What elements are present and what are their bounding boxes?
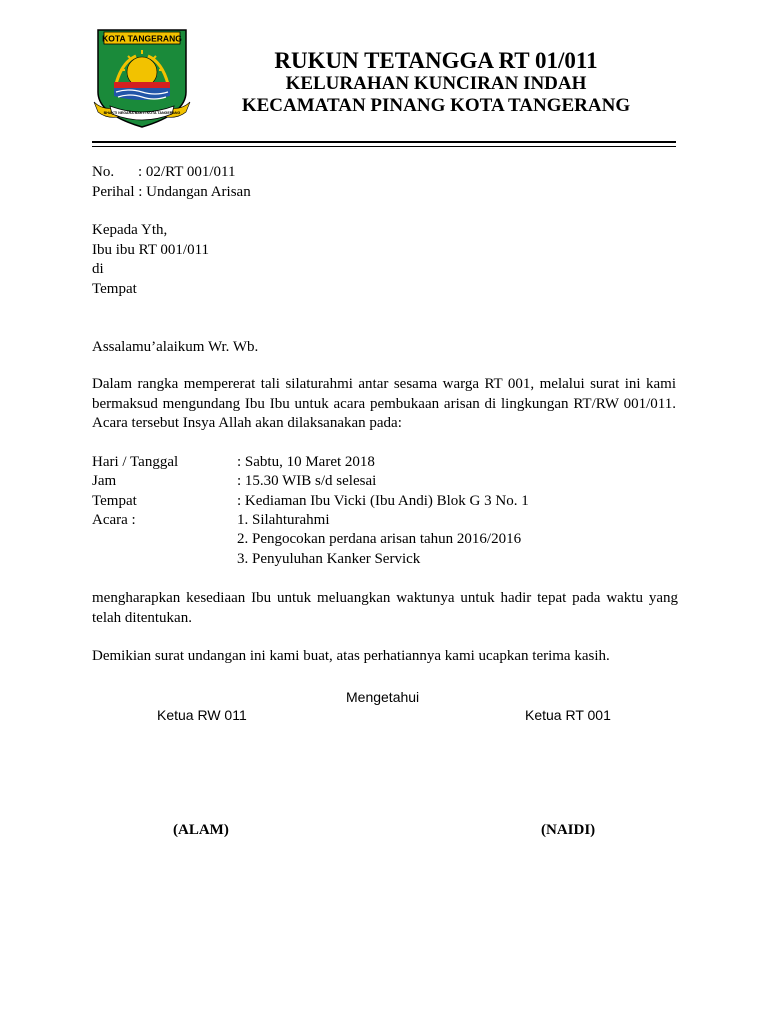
recipient-name: Ibu ibu RT 001/011 (92, 242, 210, 258)
mengetahui-label: Mengetahui (346, 689, 420, 705)
letterhead-kelurahan: KELURAHAN KUNCIRAN INDAH (285, 73, 587, 94)
closing-paragraph: mengharapkan kesediaan Ibu untuk meluangkan waktunya untuk hadir tepat pada waktu yang telah ditentukan. (92, 590, 678, 626)
detail-tempat-label: Tempat (92, 493, 137, 509)
recipient-di: di (92, 261, 104, 277)
closing-line: Demikian surat undangan ini kami buat, atas perhatiannya kami ucapkan terima kasih. (92, 648, 610, 664)
detail-jam-label: Jam (92, 473, 117, 489)
letterhead-title: RUKUN TETANGGA RT 01/011 (274, 48, 598, 73)
letterhead-rule-thick (92, 141, 676, 143)
detail-hari-value: : Sabtu, 10 Maret 2018 (237, 454, 375, 470)
ketua-rt-title: Ketua RT 001 (525, 707, 611, 723)
letter-number-value: : 02/RT 001/011 (138, 164, 236, 180)
letter-subject: Perihal : Undangan Arisan (92, 184, 251, 200)
ketua-rw-title: Ketua RW 011 (157, 707, 247, 723)
recipient-place: Tempat (92, 281, 137, 297)
ketua-rw-name: (ALAM) (173, 822, 229, 838)
svg-text:KOTA TANGERANG: KOTA TANGERANG (102, 33, 182, 44)
detail-acara-label: Acara : (92, 512, 136, 528)
acara-item: 2. Pengocokan perdana arisan tahun 2016/2016 (237, 531, 522, 547)
acara-item: 1. Silahturahmi (237, 512, 330, 528)
detail-jam-value: : 15.30 WIB s/d selesai (237, 473, 377, 489)
ketua-rt-name: (NAIDI) (541, 822, 596, 838)
greeting: Assalamu’alaikum Wr. Wb. (92, 339, 259, 355)
letter-number-label: No. (92, 164, 115, 180)
letterhead-kecamatan: KECAMATAN PINANG KOTA TANGERANG (241, 95, 631, 116)
body-paragraph: Dalam rangka mempererat tali silaturahmi antar sesama warga RT 001, melalui surat ini kami bermaksud mengundang Ibu Ibu untuk acara pembukaan arisan di lingkungan RT/RW 001/011. Acara tersebut Insya Allah akan dilaksanakan pada: (92, 376, 676, 431)
detail-hari-label: Hari / Tanggal (92, 454, 179, 470)
city-emblem-icon (92, 26, 192, 130)
svg-text:BHAKTI NEGARA BAKTI KOTA TANGE: BHAKTI NEGARA BAKTI KOTA TANGERANG (103, 111, 181, 115)
detail-tempat-value: : Kediaman Ibu Vicki (Ibu Andi) Blok G 3 No. 1 (237, 493, 529, 509)
recipient-salutation: Kepada Yth, (92, 222, 168, 238)
letterhead-rule-thin (92, 146, 676, 147)
kota-tangerang-logo (92, 26, 192, 130)
acara-item: 3. Penyuluhan Kanker Servick (237, 551, 421, 567)
